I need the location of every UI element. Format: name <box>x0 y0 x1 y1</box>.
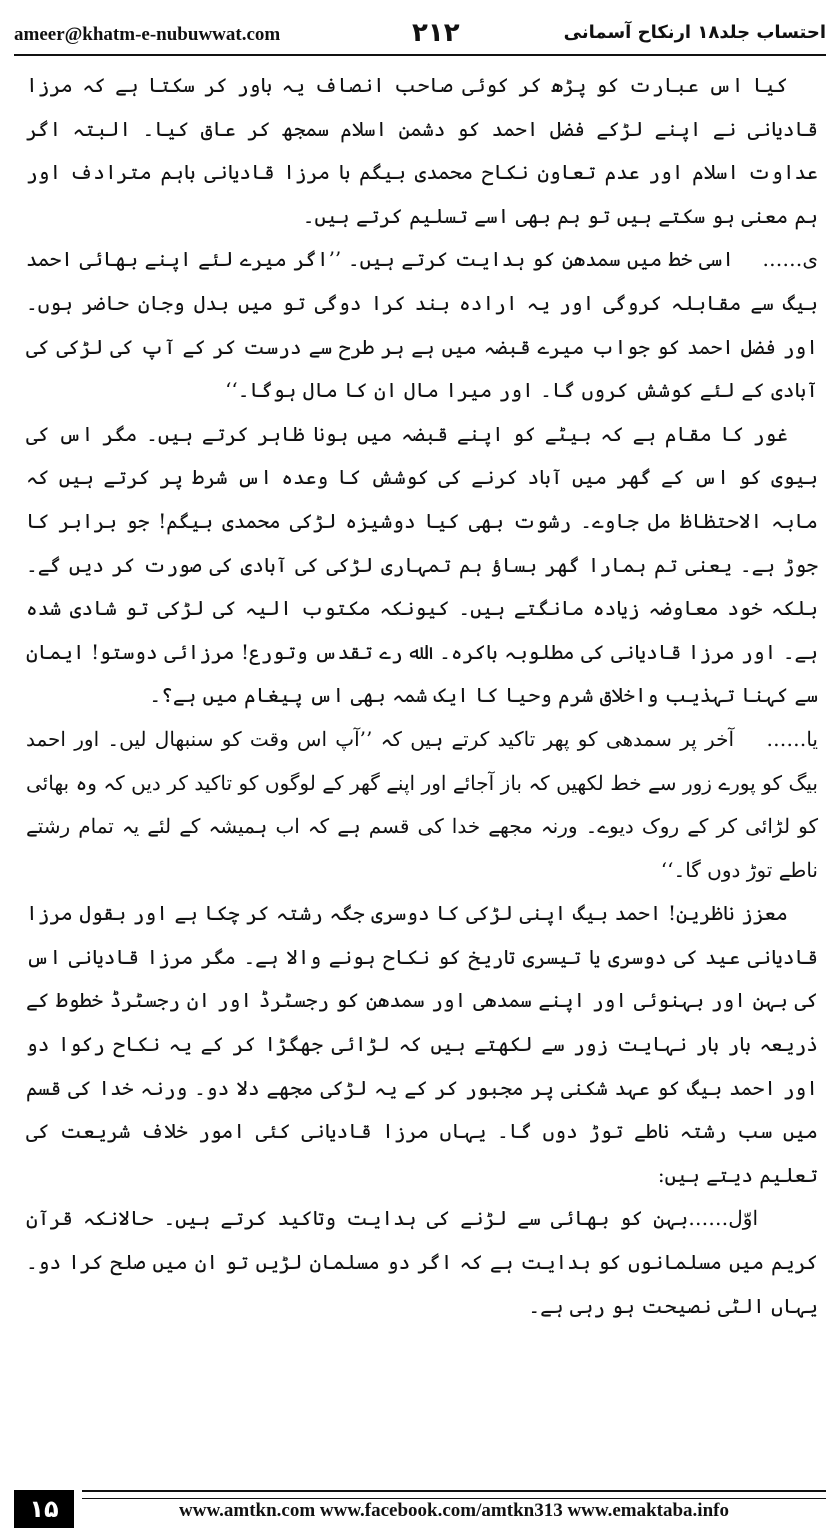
header-page-number: ۲۱۲ <box>412 18 460 48</box>
paragraph-4 <box>26 718 818 892</box>
paragraph-text: غور کا مقام ہے کہ بیٹے کو اپنے قبضہ میں ہونا ظاہر کرتے ہیں۔ مگر اس کی بیوی کو اس کے گھر میں آباد کرنے کی کوشش کا وعدہ اس شرط پر کرتے ہیں کہ مابہ الاحتظاظ مل جاوے۔ رشوت بھی کیا دوشیزہ لڑکی محمدی بیگم! جو برابر کا جوڑ ہے۔ یعنی تم ہمارا گھر بساؤ ہم تمہاری لڑکی کی آبادی کی صورت کر دیں گے۔ بلکہ خود معاوضہ زیادہ مانگتے ہیں۔ کیونکہ مکتوب الیہ کی لڑکی تو شادی شدہ ہے۔ اور مرزا قادیانی کی مطلوبہ باکرہ۔ اﷲ رے تقدس وتورع! مرزائی دوستو! ایمان سے کہنا تہذیب واخلاق شرم وحیا کا ایک شمہ بھی اس پیغام میں ہے؟۔ <box>26 421 818 708</box>
paragraph-marker: یا…… <box>766 726 818 751</box>
paragraph-marker: اوّل…… <box>688 1206 758 1231</box>
paragraph-text: معزز ناظرین! احمد بیگ اپنی لڑکی کا دوسری جگہ رشتہ کر چکا ہے اور بقول مرزا قادیانی عید کی دوسری یا تیسری تاریخ کو نکاح ہونے والا ہے۔ مگر مرزا قادیانی اس کی بہن اور بہنوئی اور اپنے سمدھی اور سمدھن کو رجسٹرڈ اور ان رجسٹرڈ خطوط کے ذریعہ بار بار نہایت زور سے لکھتے ہیں کہ لڑائی جھگڑا کر کے یہ نکاح رکوا دو اور احمد بیگ کو عہد شکنی پر مجبور کر کے یہ لڑکی مجھے دلا دو۔ ورنہ خدا کی قسم میں سب رشتہ ناطے توڑ دوں گا۔ یہاں مرزا قادیانی کئی امور خلاف شریعت کی تعلیم دیتے ہیں: <box>26 901 818 1187</box>
footer-rule <box>82 1490 826 1499</box>
document-body <box>26 64 818 1328</box>
paragraph-6 <box>26 1197 818 1328</box>
footer-links[interactable]: www.amtkn.com www.facebook.com/amtkn313 www.emaktaba.info <box>179 1500 729 1521</box>
paragraph-2 <box>26 238 818 412</box>
footer-page-badge: ۱۵ <box>14 1490 74 1528</box>
paragraph-text: کیا اس عبارت کو پڑھ کر کوئی صاحب انصاف یہ باور کر سکتا ہے کہ مرزا قادیانی نے اپنے لڑکے فضل احمد کو دشمن اسلام سمجھ کر عاق کیا۔ البتہ اگر عداوت اسلام اور عدم تعاون نکاح محمدی بیگم با مرزا قادیانی باہم مترادف اور ہم معنی ہو سکتے ہیں تو ہم بھی اسے تسلیم کرتے ہیں۔ <box>26 73 818 228</box>
paragraph-marker: ی…… <box>762 247 818 272</box>
page-footer <box>14 1490 826 1528</box>
paragraph-3 <box>26 413 818 718</box>
paragraph-text: اسی خط میں سمدھن کو ہدایت کرتے ہیں۔ ’’اگر میرے لئے اپنے بھائی احمد بیگ سے مقابلہ کروگی اور یہ ارادہ بند کرا دوگی تو میں بدل وجان حاضر ہوں۔ اور فضل احمد کو جواب میرے قبضہ میں ہے ہر طرح سے درست کر کے آپ کی لڑکی کی آبادی کے لئے کوشش کروں گا۔ اور میرا مال ان کا مال ہوگا۔‘‘ <box>26 247 818 403</box>
header-email: ameer@khatm-e-nubuwwat.com <box>14 24 281 45</box>
paragraph-1 <box>26 64 818 238</box>
header-rule <box>14 54 826 56</box>
paragraph-text: بہن کو بھائی سے لڑنے کی ہدایت وتاکید کرتے ہیں۔ حالانکہ قرآن کریم میں مسلمانوں کو ہدایت ہے کہ اگر دو مسلمان لڑیں تو ان میں صلح کرا دو۔ یہاں الٹی نصیحت ہو رہی ہے۔ <box>26 1206 818 1318</box>
page-header <box>14 18 826 58</box>
paragraph-text: آخر پر سمدھی کو پھر تاکید کرتے ہیں کہ ’’آپ اس وقت کو سنبھال لیں۔ اور احمد بیگ کو پورے زور سے خط لکھیں کہ باز آجائے اور اپنے گھر کے لوگوں کو تاکید کر دیں کہ وہ بھائی کو لڑائی کر کے روک دیوے۔ ورنہ مجھے خدا کی قسم ہے کہ اب ہمیشہ کے لئے یہ تمام رشتے ناطے توڑ دوں گا۔‘‘ <box>26 726 818 882</box>
paragraph-5 <box>26 892 818 1197</box>
header-book-title: احتساب جلد۱۸ ارنکاح آسمانی <box>563 22 826 43</box>
